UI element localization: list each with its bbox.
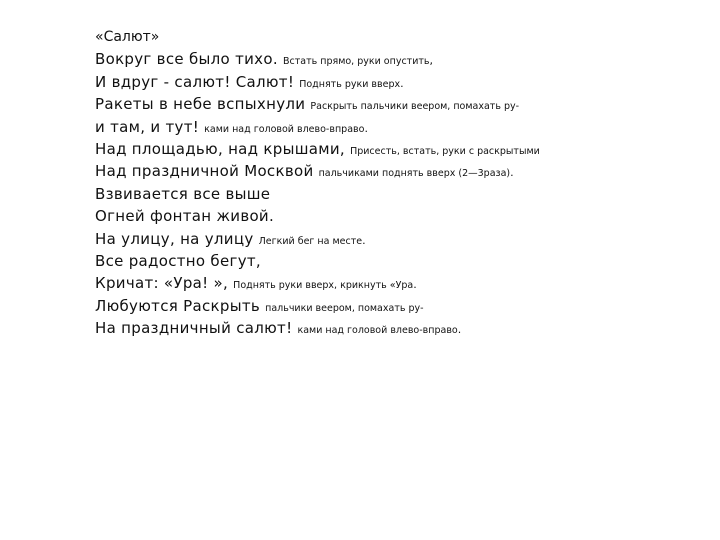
poem-line-5 bbox=[95, 138, 695, 160]
poem-title: «Салют» bbox=[95, 29, 160, 45]
stage-direction: Поднять руки вверх, крикнуть «Ура bbox=[233, 280, 414, 292]
poem-line-8 bbox=[95, 205, 695, 227]
verse-text: Над праздничной Москвой bbox=[95, 162, 314, 181]
stage-direction: Присесть, встать, руки с раскрытыми bbox=[350, 145, 540, 157]
trailing-punctuation: . bbox=[457, 323, 462, 337]
stage-direction: Легкий бег на месте bbox=[258, 235, 363, 247]
trailing-punctuation: . bbox=[400, 76, 404, 90]
trailing-punctuation: . bbox=[364, 121, 369, 135]
verse-text: Ракеты в небе вспыхнули bbox=[95, 95, 306, 114]
stage-direction: Раскрыть пальчики веером, помахать ру- bbox=[310, 101, 520, 113]
poem-line-12 bbox=[95, 295, 695, 317]
verse-text: Кричат: «Ура! », bbox=[95, 274, 229, 293]
poem-line-9 bbox=[95, 228, 695, 250]
verse-text: Все радостно бегут, bbox=[95, 251, 261, 270]
trailing-punctuation: . bbox=[362, 233, 366, 247]
trailing-punctuation: . bbox=[510, 166, 514, 180]
poem-line-3 bbox=[95, 93, 695, 115]
stage-direction: Встать прямо, руки опустить bbox=[282, 56, 430, 68]
verse-text: Огней фонтан живой. bbox=[95, 207, 275, 226]
trailing-punctuation: . bbox=[413, 278, 418, 292]
poem-line-7 bbox=[95, 183, 695, 205]
poem-line-11 bbox=[95, 272, 695, 294]
verse-text: На улицу, на улицу bbox=[95, 229, 254, 248]
stage-direction: пальчиками поднять вверх (2—3раза) bbox=[318, 168, 511, 180]
verse-text: Над площадью, над крышами, bbox=[95, 139, 345, 158]
trailing-punctuation: , bbox=[429, 54, 434, 68]
poem-line-6 bbox=[95, 160, 695, 182]
verse-text: Любуются Раскрыть bbox=[95, 296, 261, 315]
stage-direction: пальчики веером, помахать ру- bbox=[265, 302, 424, 314]
verse-text: и там, и тут! bbox=[95, 117, 200, 136]
poem-line-1 bbox=[95, 48, 695, 70]
stage-direction: Поднять руки вверх bbox=[299, 78, 401, 90]
verse-text: Вокруг все было тихо. bbox=[95, 50, 278, 69]
verse-text: Взвивается все выше bbox=[95, 184, 271, 203]
poem-line-2 bbox=[95, 71, 695, 93]
stage-direction: ками над головой влево-вправо bbox=[204, 123, 365, 135]
stage-direction: ками над головой влево-вправо bbox=[297, 325, 458, 337]
poem-line-13 bbox=[95, 317, 695, 339]
poem-line-10 bbox=[95, 250, 695, 272]
verse-text: На праздничный салют! bbox=[95, 319, 293, 338]
poem-line-4 bbox=[95, 116, 695, 138]
verse-text: И вдруг - салют! Салют! bbox=[95, 72, 295, 91]
poem-document bbox=[95, 26, 695, 339]
